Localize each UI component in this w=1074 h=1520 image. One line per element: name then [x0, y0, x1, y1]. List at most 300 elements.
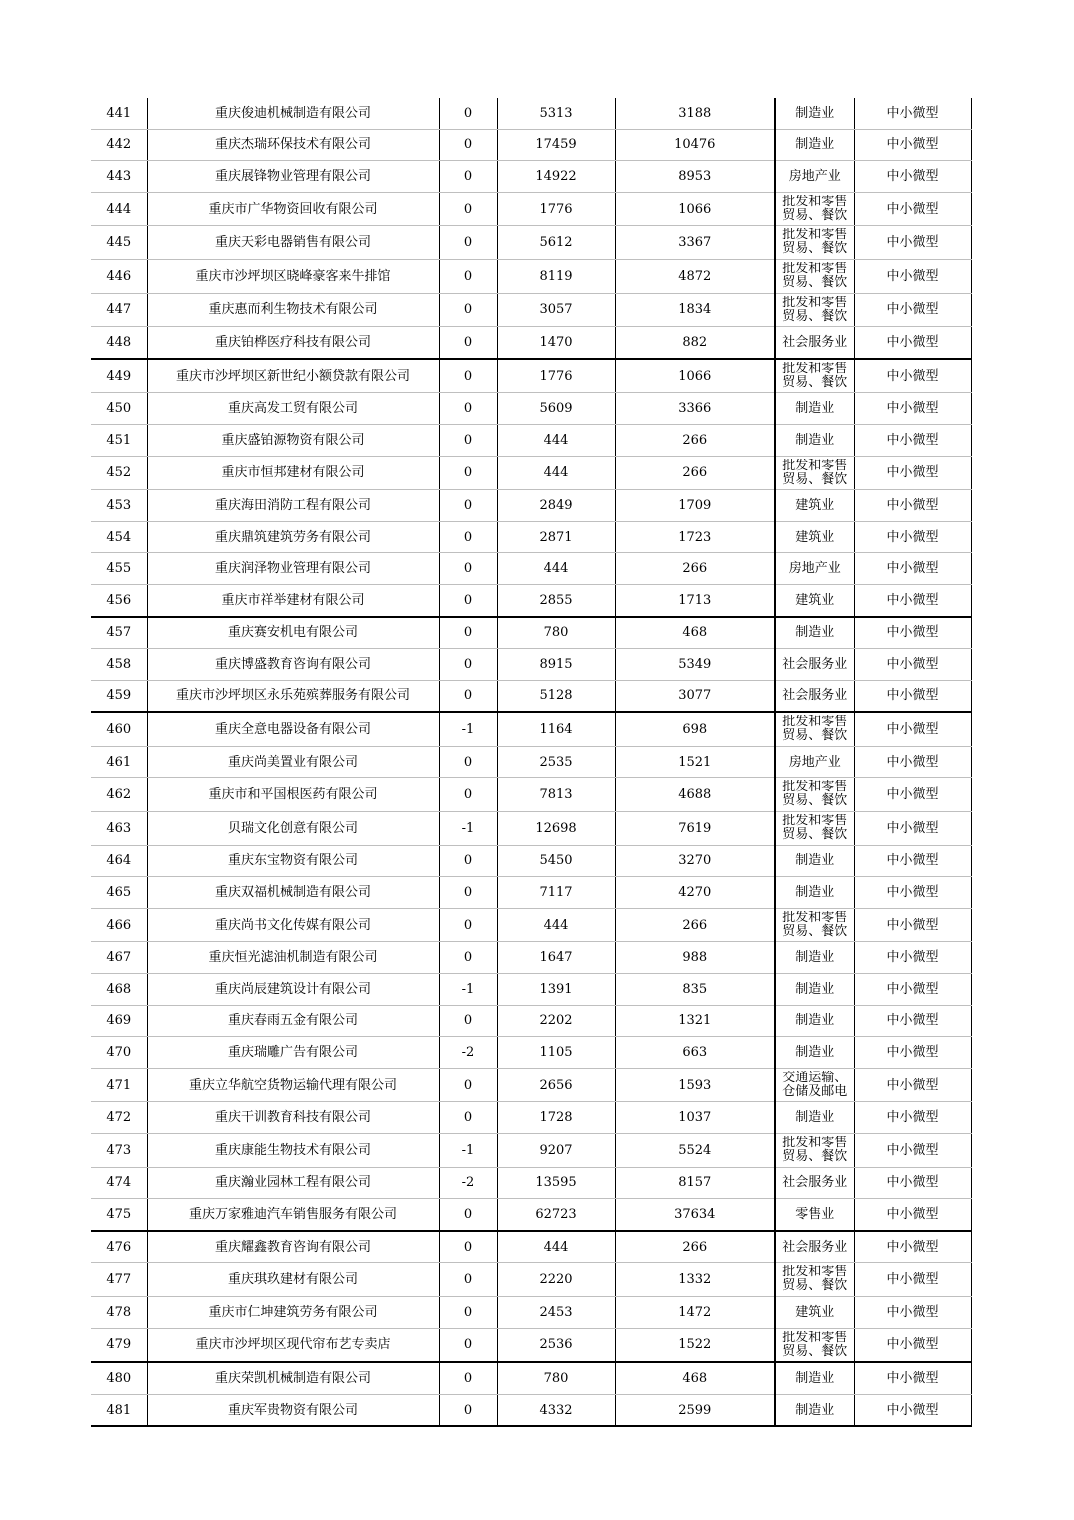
value-c-cell: 1834: [615, 293, 775, 327]
row-number-cell: 476: [91, 1231, 147, 1263]
value-a-cell: 0: [439, 1328, 497, 1362]
enterprise-size-cell: 中小微型: [854, 778, 971, 812]
value-b-cell: 2849: [497, 490, 615, 522]
row-number-cell: 443: [91, 161, 147, 193]
table-row: [91, 942, 971, 974]
enterprise-size-cell: 中小微型: [854, 1394, 971, 1426]
industry-cell: 制造业: [775, 393, 854, 425]
value-a-cell: -2: [439, 1037, 497, 1069]
value-a-cell: -2: [439, 1167, 497, 1199]
enterprise-size-cell: 中小微型: [854, 490, 971, 522]
row-number-cell: 469: [91, 1005, 147, 1037]
industry-cell: 社会服务业: [775, 327, 854, 359]
industry-cell: 制造业: [775, 1005, 854, 1037]
row-number-cell: 473: [91, 1134, 147, 1168]
value-b-cell: 2536: [497, 1328, 615, 1362]
row-number-cell: 441: [91, 98, 147, 129]
enterprise-size-cell: 中小微型: [854, 553, 971, 585]
table-row: [91, 680, 971, 712]
company-name-cell: 重庆市祥举建材有限公司: [147, 584, 439, 616]
company-name-cell: 重庆市仁坤建筑劳务有限公司: [147, 1296, 439, 1328]
industry-text: 批发和零售贸易、餐饮: [782, 261, 848, 290]
table-row: [91, 161, 971, 193]
company-name-cell: 重庆惠而利生物技术有限公司: [147, 293, 439, 327]
company-name-cell: 重庆高发工贸有限公司: [147, 393, 439, 425]
value-c-cell: 3188: [615, 98, 775, 129]
company-name-cell: 重庆铂桦医疗科技有限公司: [147, 327, 439, 359]
industry-text: 交通运输、仓储及邮电: [782, 1070, 848, 1099]
row-number-cell: 447: [91, 293, 147, 327]
industry-text: 批发和零售贸易、餐饮: [782, 910, 848, 939]
value-a-cell: 0: [439, 259, 497, 293]
row-number-cell: 478: [91, 1296, 147, 1328]
table-row: [91, 778, 971, 812]
value-a-cell: 0: [439, 1362, 497, 1394]
value-b-cell: 444: [497, 456, 615, 490]
company-name-cell: 重庆展锋物业管理有限公司: [147, 161, 439, 193]
enterprise-size-cell: 中小微型: [854, 1263, 971, 1297]
company-table: [91, 98, 972, 1427]
value-c-cell: 266: [615, 456, 775, 490]
industry-text: 批发和零售贸易、餐饮: [782, 458, 848, 487]
company-name-cell: 重庆瑞雕广告有限公司: [147, 1037, 439, 1069]
industry-cell: [775, 778, 854, 812]
enterprise-size-cell: 中小微型: [854, 942, 971, 974]
company-name-cell: 重庆市和平国根医药有限公司: [147, 778, 439, 812]
table-row: [91, 293, 971, 327]
enterprise-size-cell: 中小微型: [854, 877, 971, 909]
company-name-cell: 重庆润泽物业管理有限公司: [147, 553, 439, 585]
company-name-cell: 重庆立华航空货物运输代理有限公司: [147, 1068, 439, 1102]
industry-cell: [775, 456, 854, 490]
company-name-cell: 重庆市沙坪坝区晓峰豪客来牛排馆: [147, 259, 439, 293]
value-c-cell: 988: [615, 942, 775, 974]
row-number-cell: 458: [91, 649, 147, 681]
value-c-cell: 835: [615, 974, 775, 1006]
row-number-cell: 446: [91, 259, 147, 293]
table-row: [91, 192, 971, 226]
value-a-cell: 0: [439, 1005, 497, 1037]
industry-cell: 制造业: [775, 974, 854, 1006]
table-row: [91, 553, 971, 585]
table-row: [91, 1394, 971, 1426]
value-c-cell: 2599: [615, 1394, 775, 1426]
table-row: [91, 1167, 971, 1199]
value-b-cell: 62723: [497, 1199, 615, 1231]
table-row: [91, 746, 971, 778]
row-number-cell: 448: [91, 327, 147, 359]
enterprise-size-cell: 中小微型: [854, 746, 971, 778]
table-row: [91, 490, 971, 522]
value-a-cell: 0: [439, 424, 497, 456]
row-number-cell: 480: [91, 1362, 147, 1394]
value-b-cell: 444: [497, 553, 615, 585]
company-name-cell: 重庆康能生物技术有限公司: [147, 1134, 439, 1168]
company-name-cell: 重庆天彩电器销售有限公司: [147, 226, 439, 260]
value-c-cell: 1037: [615, 1102, 775, 1134]
value-c-cell: 266: [615, 908, 775, 942]
row-number-cell: 467: [91, 942, 147, 974]
value-c-cell: 10476: [615, 129, 775, 161]
value-a-cell: 0: [439, 942, 497, 974]
company-name-cell: 重庆干训教育科技有限公司: [147, 1102, 439, 1134]
industry-cell: [775, 359, 854, 393]
value-a-cell: -1: [439, 974, 497, 1006]
industry-text: 批发和零售贸易、餐饮: [782, 361, 848, 390]
table-row: [91, 845, 971, 877]
table-row: [91, 1199, 971, 1231]
company-name-cell: 重庆市沙坪坝区现代帘布艺专卖店: [147, 1328, 439, 1362]
industry-cell: 房地产业: [775, 161, 854, 193]
value-a-cell: 0: [439, 908, 497, 942]
industry-cell: [775, 908, 854, 942]
enterprise-size-cell: 中小微型: [854, 1005, 971, 1037]
value-a-cell: 0: [439, 553, 497, 585]
industry-cell: [775, 1328, 854, 1362]
industry-cell: [775, 712, 854, 746]
value-b-cell: 12698: [497, 812, 615, 846]
industry-cell: 房地产业: [775, 746, 854, 778]
enterprise-size-cell: 中小微型: [854, 1362, 971, 1394]
row-number-cell: 460: [91, 712, 147, 746]
industry-text: 批发和零售贸易、餐饮: [782, 1265, 848, 1294]
value-a-cell: 0: [439, 161, 497, 193]
enterprise-size-cell: 中小微型: [854, 649, 971, 681]
table-row: [91, 1296, 971, 1328]
value-a-cell: 0: [439, 584, 497, 616]
value-a-cell: 0: [439, 129, 497, 161]
enterprise-size-cell: 中小微型: [854, 1296, 971, 1328]
value-a-cell: 0: [439, 649, 497, 681]
company-name-cell: 重庆春雨五金有限公司: [147, 1005, 439, 1037]
table-row: [91, 1068, 971, 1102]
industry-cell: 制造业: [775, 129, 854, 161]
industry-cell: 社会服务业: [775, 649, 854, 681]
row-number-cell: 452: [91, 456, 147, 490]
industry-text: 批发和零售贸易、餐饮: [782, 228, 848, 257]
value-c-cell: 1521: [615, 746, 775, 778]
row-number-cell: 466: [91, 908, 147, 942]
value-c-cell: 4688: [615, 778, 775, 812]
company-name-cell: 重庆杰瑞环保技术有限公司: [147, 129, 439, 161]
industry-cell: [775, 259, 854, 293]
value-b-cell: 2656: [497, 1068, 615, 1102]
table-row: [91, 1328, 971, 1362]
company-name-cell: 重庆尚辰建筑设计有限公司: [147, 974, 439, 1006]
value-c-cell: 3270: [615, 845, 775, 877]
industry-cell: 建筑业: [775, 490, 854, 522]
value-c-cell: 1522: [615, 1328, 775, 1362]
value-b-cell: 7117: [497, 877, 615, 909]
value-a-cell: 0: [439, 1102, 497, 1134]
row-number-cell: 479: [91, 1328, 147, 1362]
enterprise-size-cell: 中小微型: [854, 1037, 971, 1069]
enterprise-size-cell: 中小微型: [854, 812, 971, 846]
table-row: [91, 424, 971, 456]
table-row: [91, 327, 971, 359]
enterprise-size-cell: 中小微型: [854, 424, 971, 456]
table-row: [91, 359, 971, 393]
value-c-cell: 1709: [615, 490, 775, 522]
value-a-cell: 0: [439, 617, 497, 649]
value-b-cell: 2453: [497, 1296, 615, 1328]
value-b-cell: 2871: [497, 521, 615, 553]
industry-text: 批发和零售贸易、餐饮: [782, 1330, 848, 1359]
value-c-cell: 3077: [615, 680, 775, 712]
value-a-cell: 0: [439, 746, 497, 778]
enterprise-size-cell: 中小微型: [854, 1231, 971, 1263]
industry-cell: 建筑业: [775, 521, 854, 553]
value-b-cell: 2220: [497, 1263, 615, 1297]
enterprise-size-cell: 中小微型: [854, 1167, 971, 1199]
value-a-cell: 0: [439, 490, 497, 522]
row-number-cell: 459: [91, 680, 147, 712]
value-a-cell: 0: [439, 845, 497, 877]
row-number-cell: 472: [91, 1102, 147, 1134]
value-c-cell: 1472: [615, 1296, 775, 1328]
value-a-cell: 0: [439, 877, 497, 909]
table-row: [91, 649, 971, 681]
row-number-cell: 445: [91, 226, 147, 260]
value-b-cell: 5450: [497, 845, 615, 877]
table-row: [91, 812, 971, 846]
row-number-cell: 456: [91, 584, 147, 616]
value-c-cell: 8157: [615, 1167, 775, 1199]
row-number-cell: 468: [91, 974, 147, 1006]
industry-cell: [775, 293, 854, 327]
table-row: [91, 1263, 971, 1297]
row-number-cell: 471: [91, 1068, 147, 1102]
enterprise-size-cell: 中小微型: [854, 680, 971, 712]
table-row: [91, 226, 971, 260]
table-row: [91, 877, 971, 909]
industry-text: 批发和零售贸易、餐饮: [782, 1136, 848, 1164]
value-b-cell: 444: [497, 1231, 615, 1263]
industry-cell: 制造业: [775, 617, 854, 649]
enterprise-size-cell: 中小微型: [854, 845, 971, 877]
industry-text: 批发和零售贸易、餐饮: [782, 295, 848, 324]
value-c-cell: 4270: [615, 877, 775, 909]
row-number-cell: 477: [91, 1263, 147, 1297]
value-c-cell: 266: [615, 424, 775, 456]
table-body: [91, 98, 971, 1426]
value-b-cell: 5313: [497, 98, 615, 129]
value-c-cell: 698: [615, 712, 775, 746]
value-c-cell: 468: [615, 617, 775, 649]
value-a-cell: 0: [439, 327, 497, 359]
industry-cell: 建筑业: [775, 1296, 854, 1328]
value-b-cell: 1470: [497, 327, 615, 359]
value-b-cell: 1776: [497, 192, 615, 226]
value-c-cell: 882: [615, 327, 775, 359]
row-number-cell: 455: [91, 553, 147, 585]
value-b-cell: 9207: [497, 1134, 615, 1168]
value-c-cell: 5524: [615, 1134, 775, 1168]
value-b-cell: 8119: [497, 259, 615, 293]
value-c-cell: 1332: [615, 1263, 775, 1297]
value-b-cell: 780: [497, 1362, 615, 1394]
industry-cell: 社会服务业: [775, 680, 854, 712]
row-number-cell: 457: [91, 617, 147, 649]
value-b-cell: 444: [497, 424, 615, 456]
table-row: [91, 1037, 971, 1069]
value-a-cell: 0: [439, 393, 497, 425]
spreadsheet-page: [91, 98, 971, 1427]
company-name-cell: 重庆市沙坪坝区永乐苑殡葬服务有限公司: [147, 680, 439, 712]
enterprise-size-cell: 中小微型: [854, 974, 971, 1006]
table-row: [91, 521, 971, 553]
industry-cell: 零售业: [775, 1199, 854, 1231]
value-a-cell: 0: [439, 192, 497, 226]
value-c-cell: 3367: [615, 226, 775, 260]
industry-text: 批发和零售贸易、餐饮: [782, 780, 848, 809]
table-row: [91, 1362, 971, 1394]
company-name-cell: 重庆市沙坪坝区新世纪小额贷款有限公司: [147, 359, 439, 393]
industry-cell: 制造业: [775, 98, 854, 129]
table-row: [91, 1005, 971, 1037]
value-b-cell: 17459: [497, 129, 615, 161]
table-row: [91, 456, 971, 490]
row-number-cell: 451: [91, 424, 147, 456]
value-c-cell: 1723: [615, 521, 775, 553]
value-b-cell: 1647: [497, 942, 615, 974]
industry-cell: 制造业: [775, 1394, 854, 1426]
value-b-cell: 14922: [497, 161, 615, 193]
value-c-cell: 663: [615, 1037, 775, 1069]
value-a-cell: 0: [439, 1263, 497, 1297]
table-row: [91, 584, 971, 616]
value-c-cell: 7619: [615, 812, 775, 846]
value-a-cell: 0: [439, 293, 497, 327]
value-a-cell: 0: [439, 98, 497, 129]
company-name-cell: 重庆赛安机电有限公司: [147, 617, 439, 649]
company-name-cell: 重庆军贵物资有限公司: [147, 1394, 439, 1426]
value-a-cell: 0: [439, 456, 497, 490]
value-c-cell: 1066: [615, 359, 775, 393]
industry-cell: 制造业: [775, 1362, 854, 1394]
enterprise-size-cell: 中小微型: [854, 259, 971, 293]
enterprise-size-cell: 中小微型: [854, 359, 971, 393]
value-c-cell: 266: [615, 553, 775, 585]
row-number-cell: 481: [91, 1394, 147, 1426]
enterprise-size-cell: 中小微型: [854, 456, 971, 490]
value-c-cell: 468: [615, 1362, 775, 1394]
company-name-cell: 重庆盛铂源物资有限公司: [147, 424, 439, 456]
value-c-cell: 8953: [615, 161, 775, 193]
table-row: [91, 1134, 971, 1168]
industry-cell: 社会服务业: [775, 1167, 854, 1199]
value-a-cell: 0: [439, 778, 497, 812]
value-b-cell: 1391: [497, 974, 615, 1006]
value-a-cell: 0: [439, 226, 497, 260]
row-number-cell: 450: [91, 393, 147, 425]
value-b-cell: 2535: [497, 746, 615, 778]
industry-cell: 房地产业: [775, 553, 854, 585]
value-a-cell: -1: [439, 712, 497, 746]
value-b-cell: 8915: [497, 649, 615, 681]
table-row: [91, 712, 971, 746]
value-c-cell: 5349: [615, 649, 775, 681]
enterprise-size-cell: 中小微型: [854, 908, 971, 942]
row-number-cell: 463: [91, 812, 147, 846]
row-number-cell: 464: [91, 845, 147, 877]
company-name-cell: 重庆瀚业园林工程有限公司: [147, 1167, 439, 1199]
company-name-cell: 重庆耀鑫教育咨询有限公司: [147, 1231, 439, 1263]
row-number-cell: 442: [91, 129, 147, 161]
industry-cell: [775, 192, 854, 226]
value-a-cell: 0: [439, 1231, 497, 1263]
value-b-cell: 5612: [497, 226, 615, 260]
company-name-cell: 重庆市广华物资回收有限公司: [147, 192, 439, 226]
value-b-cell: 1776: [497, 359, 615, 393]
table-row: [91, 393, 971, 425]
value-c-cell: 266: [615, 1231, 775, 1263]
value-c-cell: 1713: [615, 584, 775, 616]
company-name-cell: 重庆琪玖建材有限公司: [147, 1263, 439, 1297]
company-name-cell: 重庆双福机械制造有限公司: [147, 877, 439, 909]
value-b-cell: 7813: [497, 778, 615, 812]
table-row: [91, 1102, 971, 1134]
enterprise-size-cell: 中小微型: [854, 1102, 971, 1134]
company-name-cell: 重庆恒光滤油机制造有限公司: [147, 942, 439, 974]
row-number-cell: 475: [91, 1199, 147, 1231]
industry-cell: [775, 226, 854, 260]
row-number-cell: 454: [91, 521, 147, 553]
value-c-cell: 1066: [615, 192, 775, 226]
value-a-cell: 0: [439, 1199, 497, 1231]
enterprise-size-cell: 中小微型: [854, 521, 971, 553]
enterprise-size-cell: 中小微型: [854, 584, 971, 616]
value-c-cell: 3366: [615, 393, 775, 425]
value-b-cell: 444: [497, 908, 615, 942]
row-number-cell: 465: [91, 877, 147, 909]
row-number-cell: 474: [91, 1167, 147, 1199]
table-row: [91, 1231, 971, 1263]
enterprise-size-cell: 中小微型: [854, 1328, 971, 1362]
table-row: [91, 98, 971, 129]
value-a-cell: 0: [439, 1394, 497, 1426]
company-name-cell: 重庆东宝物资有限公司: [147, 845, 439, 877]
row-number-cell: 470: [91, 1037, 147, 1069]
value-c-cell: 37634: [615, 1199, 775, 1231]
industry-cell: [775, 812, 854, 846]
value-b-cell: 5609: [497, 393, 615, 425]
enterprise-size-cell: 中小微型: [854, 192, 971, 226]
enterprise-size-cell: 中小微型: [854, 293, 971, 327]
industry-cell: [775, 1134, 854, 1168]
row-number-cell: 462: [91, 778, 147, 812]
value-b-cell: 5128: [497, 680, 615, 712]
industry-cell: 制造业: [775, 877, 854, 909]
value-b-cell: 2202: [497, 1005, 615, 1037]
enterprise-size-cell: 中小微型: [854, 617, 971, 649]
table-row: [91, 617, 971, 649]
value-a-cell: 0: [439, 1296, 497, 1328]
industry-text: 批发和零售贸易、餐饮: [782, 715, 848, 744]
company-name-cell: 重庆鼎筑建筑劳务有限公司: [147, 521, 439, 553]
value-b-cell: 3057: [497, 293, 615, 327]
row-number-cell: 453: [91, 490, 147, 522]
enterprise-size-cell: 中小微型: [854, 327, 971, 359]
table-row: [91, 129, 971, 161]
table-row: [91, 908, 971, 942]
value-a-cell: 0: [439, 1068, 497, 1102]
enterprise-size-cell: 中小微型: [854, 1134, 971, 1168]
industry-cell: 社会服务业: [775, 1231, 854, 1263]
enterprise-size-cell: 中小微型: [854, 1199, 971, 1231]
enterprise-size-cell: 中小微型: [854, 1068, 971, 1102]
value-b-cell: 4332: [497, 1394, 615, 1426]
